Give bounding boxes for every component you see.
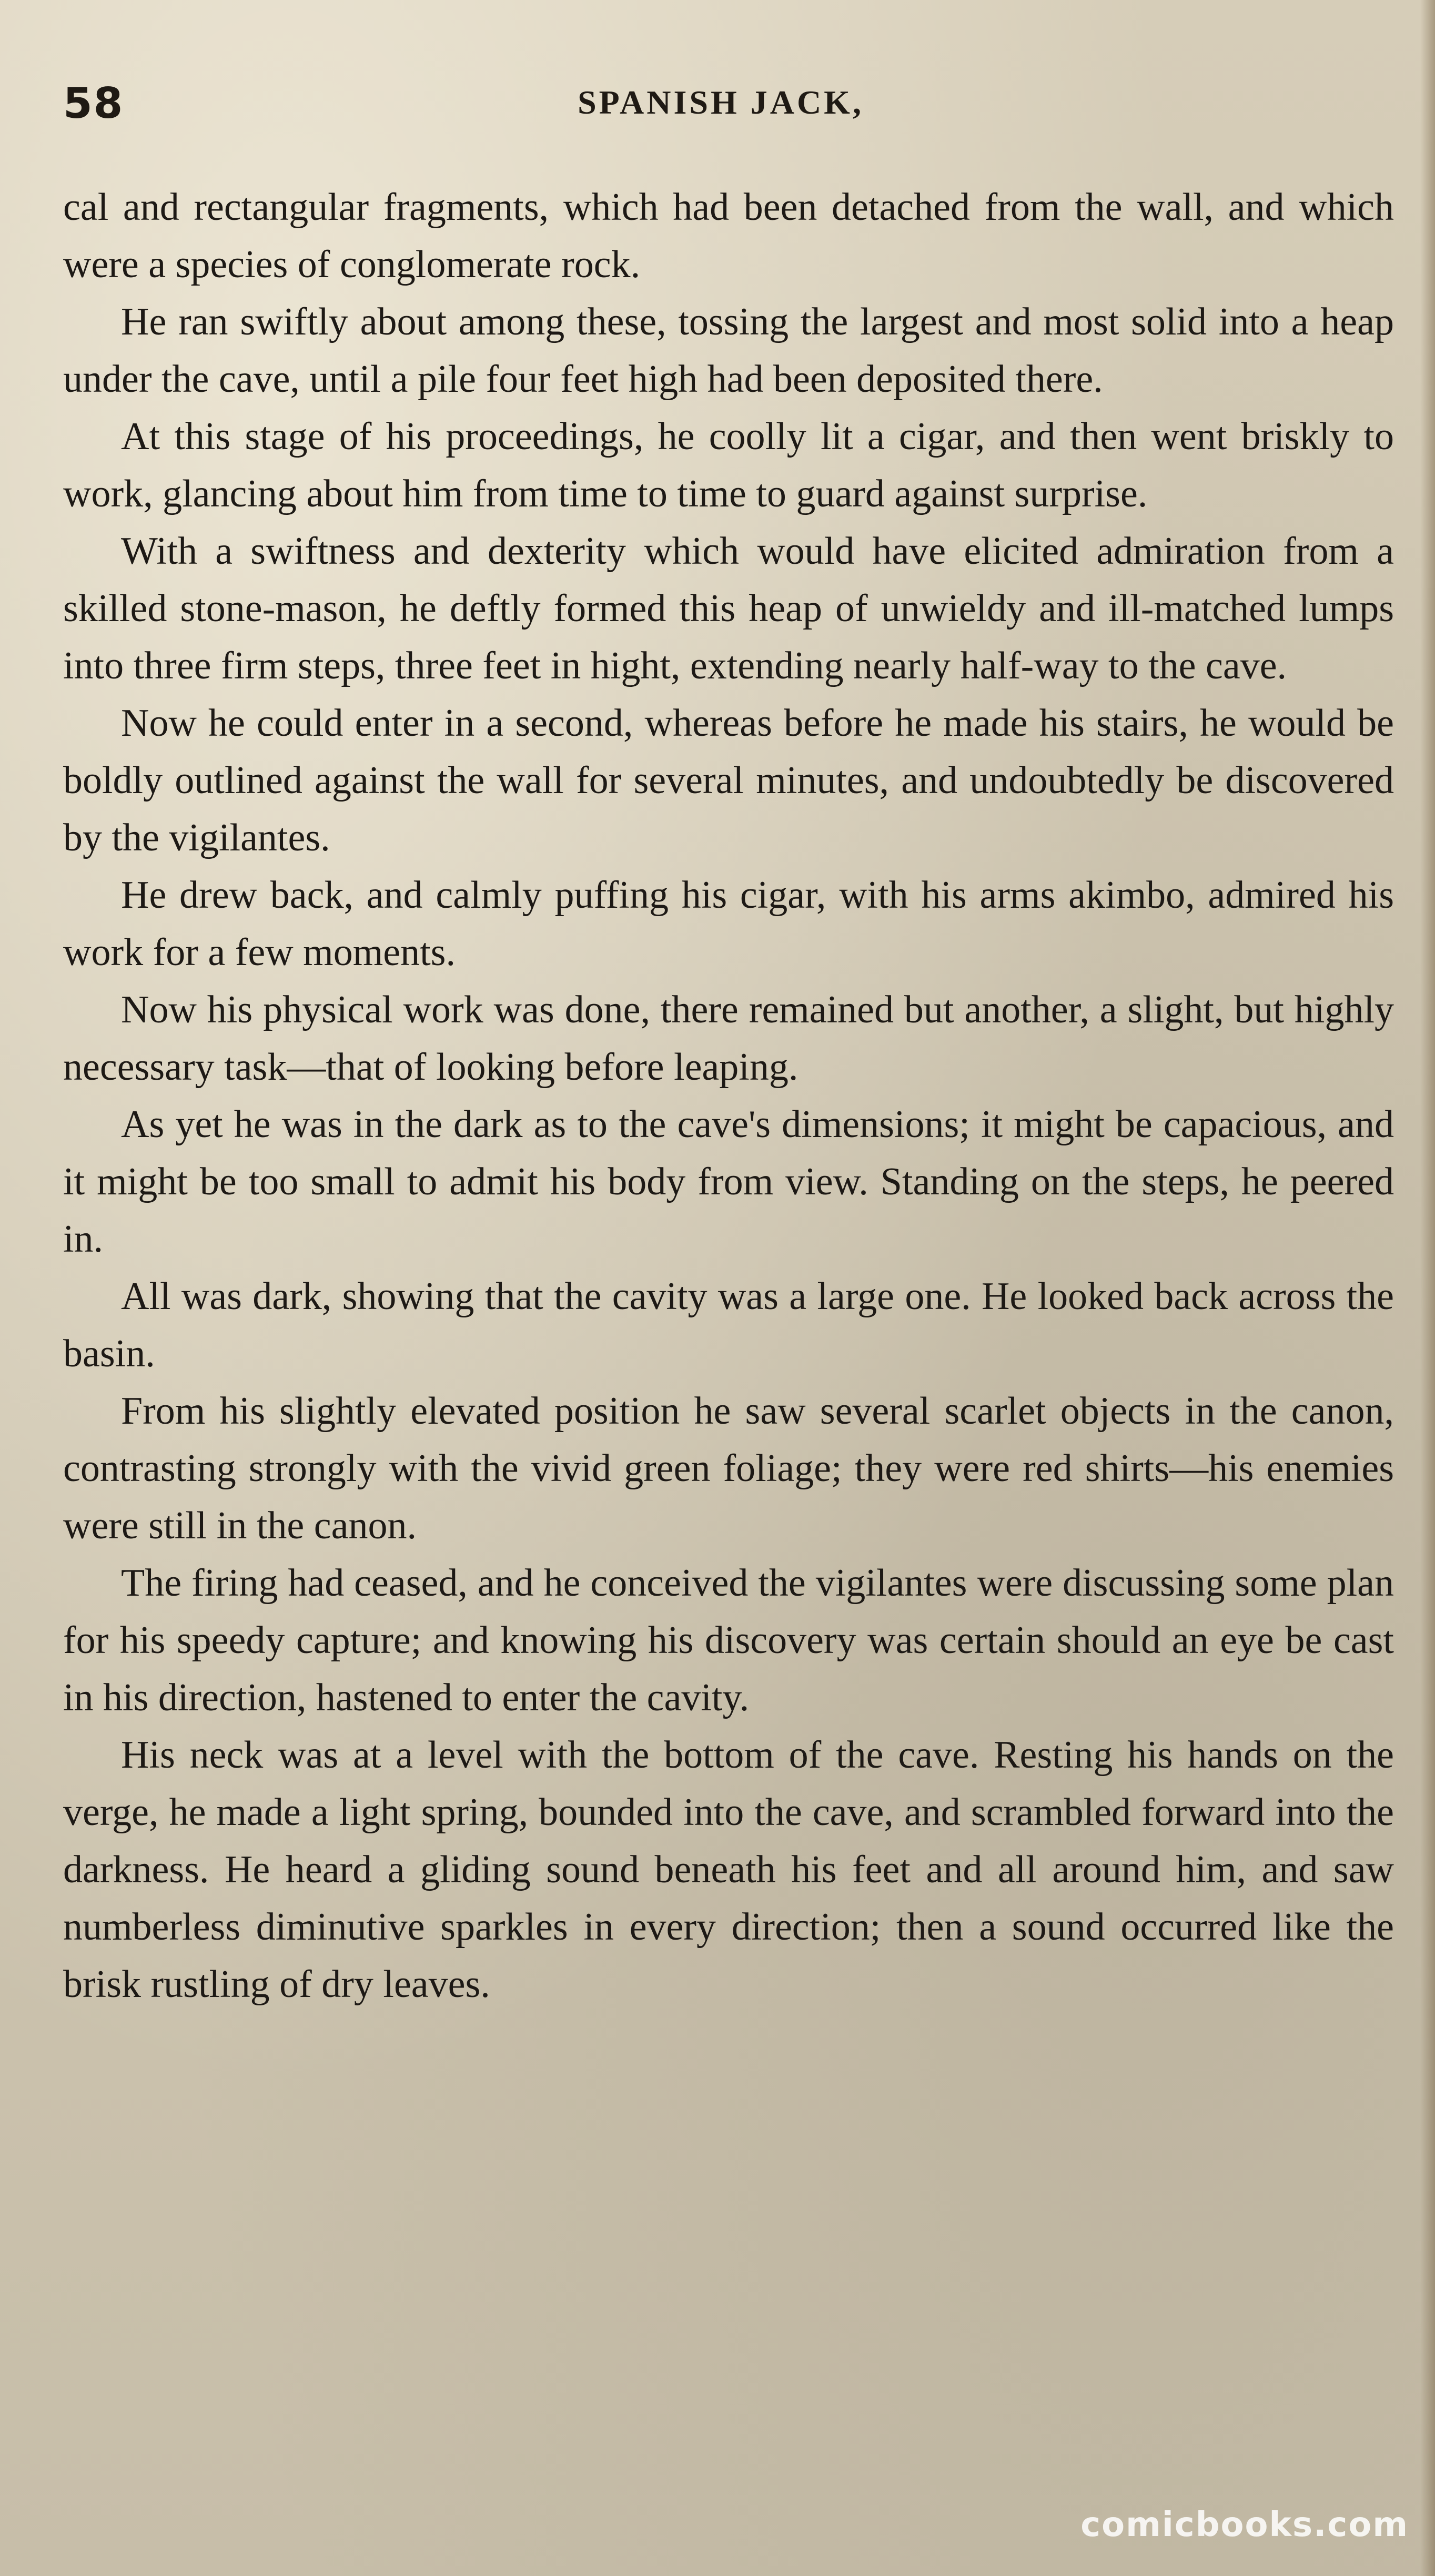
paragraph-continued: cal and rectangular fragments, which had been detached from the wall, and which were a species of conglomerate rock. xyxy=(63,186,1394,286)
site-watermark: comicbooks.com xyxy=(1080,2506,1409,2544)
paragraph: With a swiftness and dexterity which would have elicited admiration from a skilled stone-mason, he deftly formed this heap of unwieldy and ill-matched lumps into three firm steps, three feet in hight, extending nearly half-way to the cave. xyxy=(63,530,1394,687)
page-number: 58 xyxy=(63,79,124,128)
page-edge-shadow xyxy=(1420,0,1435,2576)
paragraph: He drew back, and calmly puffing his cigar, with his arms akimbo, admired his work for a few moments. xyxy=(63,874,1394,974)
paragraph: As yet he was in the dark as to the cave's dimensions; it might be capacious, and it might be too small to admit his body from view. Standing on the steps, he peered in. xyxy=(63,1103,1394,1261)
paragraph: From his slightly elevated position he saw several scarlet objects in the canon, contrasting strongly with the vivid green foliage; they were red shirts—his enemies were still in the canon. xyxy=(63,1390,1394,1547)
paragraph: The firing had ceased, and he conceived the vigilantes were discussing some plan for his speedy capture; and knowing his discovery was certain should an eye be cast in his direction, hastened to enter the cavity. xyxy=(63,1561,1394,1719)
paragraph: Now he could enter in a second, whereas before he made his stairs, he would be boldly outlined against the wall for several minutes, and undoubtedly be discovered by the vigilantes. xyxy=(63,702,1394,859)
paragraph: Now his physical work was done, there remained but another, a slight, but highly necessary task—that of looking before leaping. xyxy=(63,988,1394,1089)
body-text xyxy=(63,179,1394,2013)
running-head xyxy=(63,79,1378,142)
paragraph: He ran swiftly about among these, tossing the largest and most solid into a heap under the cave, until a pile four feet high had been deposited there. xyxy=(63,300,1394,401)
running-title: SPANISH JACK, xyxy=(578,84,864,121)
paragraph: All was dark, showing that the cavity was a large one. He looked back across the basin. xyxy=(63,1275,1394,1375)
paragraph: At this stage of his proceedings, he coolly lit a cigar, and then went briskly to work, glancing about him from time to time to guard against surprise. xyxy=(63,415,1394,515)
paragraph: His neck was at a level with the bottom of the cave. Resting his hands on the verge, he made a light spring, bounded into the cave, and scrambled forward into the darkness. He heard a gliding sound beneath his feet and all around him, and saw numberless diminutive sparkles in every direction; then a sound occurred like the brisk rustling of dry leaves. xyxy=(63,1733,1394,2006)
